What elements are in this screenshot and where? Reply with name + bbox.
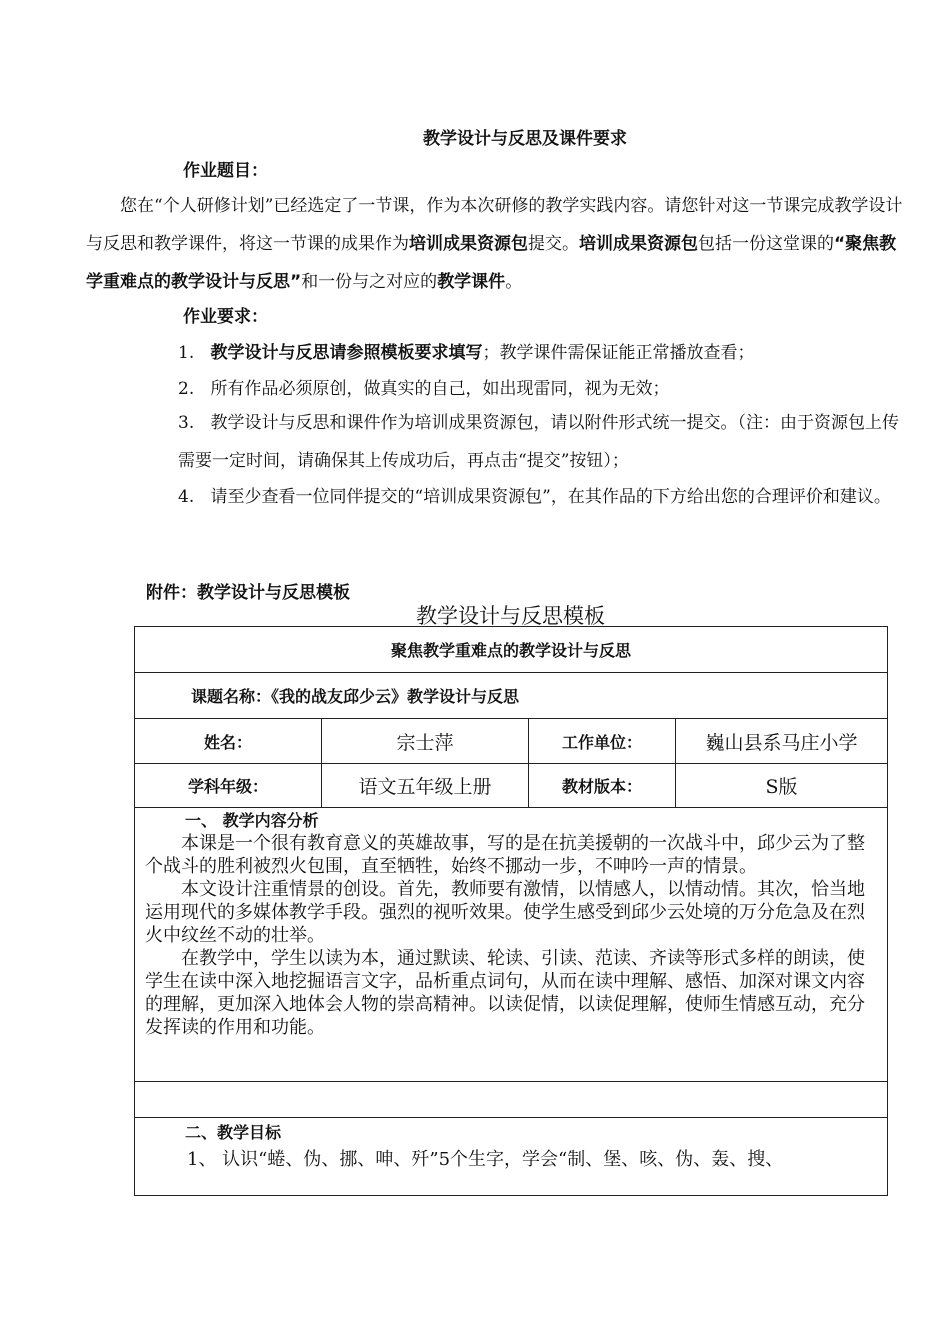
- empty-row: [135, 1082, 888, 1118]
- section-content-analysis: [135, 808, 888, 1082]
- section1-paragraph: 本文设计注重情景的创设。首先，教师要有激情，以情感人，以情动情。其次，恰当地运用现代的多媒体教学手段。强烈的视听效果。使学生感受到邱少云处境的万分危急及在烈火中纹丝不动的壮举。: [145, 879, 865, 946]
- req-text: 请至少查看一位同伴提交的“培训成果资源包”，在其作品的下方给出您的合理评价和建议。: [210, 487, 891, 507]
- requirement-item-3: [178, 404, 908, 480]
- req-text: 所有作品必须原创，做真实的自己，如出现雷同，视为无效；: [210, 379, 670, 399]
- edition-label: 教材版本：: [529, 764, 676, 808]
- attachment-label: 附件：教学设计与反思模板: [146, 583, 350, 603]
- assignment-paragraph: [86, 187, 906, 301]
- para-bold: 培训成果资源包: [579, 234, 698, 254]
- req-number: 4.: [178, 487, 195, 507]
- para-bold: “聚焦教学重难点的教学设计与反思”: [86, 234, 897, 292]
- requirements-label: 作业要求：: [183, 307, 268, 327]
- subject-label: 学科年级：: [135, 764, 322, 808]
- para-text: 提交。: [528, 234, 579, 254]
- req-number: 2.: [178, 379, 195, 399]
- para-text: 和一份与之对应的: [301, 272, 438, 292]
- section2-title: 二、教学目标: [185, 1123, 282, 1142]
- requirement-item-2: [178, 370, 908, 408]
- topic-row: 课题名称：《我的战友邱少云》教学设计与反思: [135, 673, 888, 719]
- unit-value: 巍山县系马庄小学: [676, 719, 888, 764]
- template-header: 聚焦教学重难点的教学设计与反思: [135, 627, 888, 673]
- req-bold: 教学设计与反思请参照模板要求填写: [210, 343, 483, 363]
- unit-label: 工作单位：: [529, 719, 676, 764]
- assignment-label: 作业题目：: [183, 161, 268, 181]
- edition-value: S版: [676, 764, 888, 808]
- template-title: 教学设计与反思模板: [416, 604, 605, 628]
- req-text: ；教学课件需保证能正常播放查看；: [482, 343, 755, 363]
- para-text: 您在“个人研修计划”已经选定了一节课，作为本次研修的教学实践内容。请您针对这一节课完成教学设计与反思和教学课件，将这一节课的成果作为: [86, 196, 903, 254]
- name-label: 姓名：: [135, 719, 322, 764]
- section1-title: 一、 教学内容分析: [185, 811, 319, 830]
- template-table: [134, 626, 888, 1196]
- para-text: 包括一份这堂课的: [698, 234, 834, 254]
- subject-value: 语文五年级上册: [322, 764, 529, 808]
- name-value: 宗士萍: [322, 719, 529, 764]
- requirement-item-4: [178, 478, 908, 516]
- req-number: 1.: [178, 343, 195, 363]
- requirement-item-1: [178, 334, 908, 372]
- section1-paragraph: 在教学中，学生以读为本，通过默读、轮读、引读、范读、齐读等形式多样的朗读，使学生在读中深入地挖掘语言文字，品析重点词句，从而在读中理解、感悟、加深对课文内容的理解，更加深入地体会人物的崇高精神。以读促情，以读促理解，使师生情感互动，充分发挥读的作用和功能。: [145, 948, 865, 1038]
- page-title: 教学设计与反思及课件要求: [423, 129, 627, 149]
- req-number: 3.: [178, 413, 195, 433]
- req-text: 教学设计与反思和课件作为培训成果资源包，请以附件形式统一提交。（注：由于资源包上传需要一定时间，请确保其上传成功后，再点击“提交”按钮）；: [178, 413, 899, 471]
- section1-paragraph: 本课是一个很有教育意义的英雄故事，写的是在抗美援朝的一次战斗中，邱少云为了整个战斗的胜利被烈火包围，直至牺牲，始终不挪动一步，不呻吟一声的情景。: [145, 833, 865, 877]
- para-bold: 培训成果资源包: [409, 234, 528, 254]
- para-bold: 教学课件: [437, 272, 506, 292]
- para-text: 。: [505, 272, 523, 292]
- section2-item: 1、 认识“蜷、伪、挪、呻、歼”5个生字，学会“制、堡、咳、伪、轰、搜、: [187, 1149, 784, 1170]
- section-teaching-goals: [135, 1118, 888, 1196]
